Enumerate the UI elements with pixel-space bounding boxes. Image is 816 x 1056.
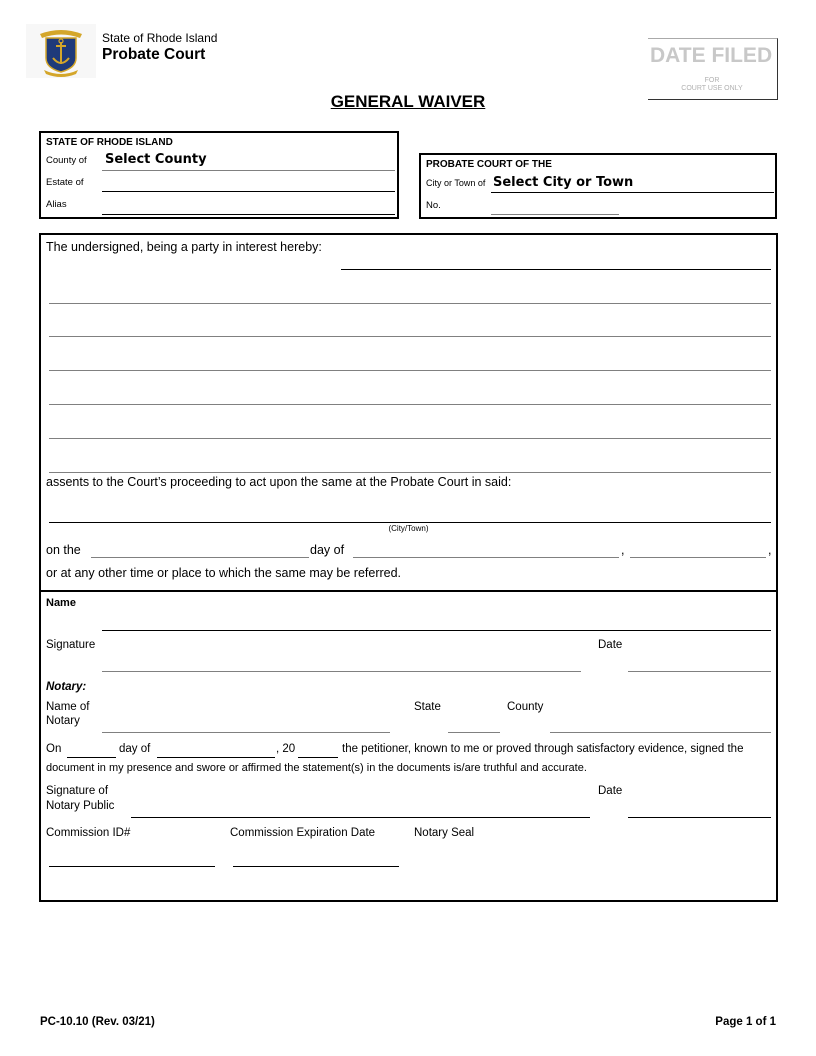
waiver-box (39, 233, 778, 902)
name-label: Name (46, 597, 76, 609)
case-number-input[interactable] (493, 198, 619, 212)
county-underline (102, 170, 395, 171)
comma-2: , (768, 543, 772, 557)
notary-signature-label-2: Notary Public (46, 800, 115, 812)
notary-seal-label: Notary Seal (414, 827, 475, 839)
city-label: City or Town of (426, 178, 486, 188)
assents-text: assents to the Court’s proceeding to act upon the same at the Probate Court in said: (46, 475, 512, 489)
city-town-caption: (City/Town) (388, 524, 429, 533)
estate-label: Estate of (46, 177, 84, 188)
state-name: State of Rhode Island (102, 31, 218, 45)
on-the-label: on the (46, 543, 81, 557)
party-line-6[interactable] (49, 438, 771, 439)
party-line-1[interactable] (341, 269, 771, 270)
no-label: No. (426, 200, 441, 211)
city-underline (491, 192, 774, 193)
alias-underline (102, 214, 395, 215)
day-of-month-line[interactable] (353, 557, 619, 558)
name-line[interactable] (102, 630, 771, 631)
state-box-heading: STATE OF RHODE ISLAND (46, 137, 173, 148)
on-the-day-line[interactable] (91, 557, 309, 558)
notary-day-of-label: day of (119, 743, 151, 755)
city-select[interactable]: Select City or Town (493, 175, 634, 190)
rhode-island-seal-icon (26, 24, 96, 78)
notary-county-label: County (507, 701, 544, 713)
date-filed-box (648, 38, 778, 100)
signature-date-line[interactable] (628, 671, 771, 672)
notary-state-label: State (414, 701, 441, 713)
party-line-4[interactable] (49, 370, 771, 371)
alias-label: Alias (46, 199, 67, 210)
notary-on-label: On (46, 743, 62, 755)
form-number: PC-10.10 (Rev. 03/21) (40, 1016, 155, 1028)
notary-statement-2: document in my presence and swore or affirmed the statement(s) in the documents is/are truthful and accurate. (46, 762, 587, 774)
estate-input[interactable] (103, 175, 393, 189)
date-filed-note-2: COURT USE ONLY (681, 85, 743, 92)
city-town-line[interactable] (49, 522, 771, 523)
notary-year-line[interactable] (298, 757, 338, 758)
notary-date-line[interactable] (628, 817, 771, 818)
year-line[interactable] (630, 557, 766, 558)
notary-name-label-1: Name of (46, 701, 90, 713)
notary-name-label-2: Notary (46, 715, 80, 727)
notary-date-label: Date (598, 785, 623, 797)
date-filed-title: DATE FILED (650, 44, 773, 67)
court-name: Probate Court (102, 46, 206, 63)
no-underline (491, 214, 619, 215)
referred-text: or at any other time or place to which the same may be referred. (46, 566, 402, 580)
notary-county-line[interactable] (550, 732, 771, 733)
signature-label: Signature (46, 639, 96, 651)
notary-day-line[interactable] (67, 757, 116, 758)
state-box (39, 131, 399, 219)
party-line-2[interactable] (49, 303, 771, 304)
waiver-intro: The undersigned, being a party in interest hereby: (46, 240, 322, 254)
notary-statement-1: the petitioner, known to me or proved through satisfactory evidence, signed the (342, 743, 744, 755)
commission-id-line[interactable] (49, 866, 215, 867)
signature-date-label: Date (598, 639, 623, 651)
commission-id-label: Commission ID# (46, 827, 131, 839)
notary-year-prefix: , 20 (276, 743, 296, 755)
notary-signature-line[interactable] (131, 817, 590, 818)
form-title: GENERAL WAIVER (330, 92, 486, 111)
commission-exp-label: Commission Expiration Date (230, 827, 376, 839)
signature-line[interactable] (102, 671, 581, 672)
party-line-7[interactable] (49, 472, 771, 473)
commission-exp-line[interactable] (233, 866, 399, 867)
date-filed-note-1: FOR (704, 77, 720, 84)
court-box (419, 153, 777, 219)
party-line-3[interactable] (49, 336, 771, 337)
notary-state-line[interactable] (448, 732, 500, 733)
alias-input[interactable] (103, 197, 393, 211)
page-number: Page 1 of 1 (715, 1016, 776, 1028)
day-of-label: day of (310, 543, 345, 557)
county-label: County of (46, 155, 87, 166)
notary-name-line[interactable] (102, 732, 390, 733)
estate-underline (102, 191, 395, 192)
comma-1: , (621, 543, 625, 557)
notary-heading: Notary: (46, 681, 87, 693)
notary-month-line[interactable] (157, 757, 275, 758)
notary-signature-label-1: Signature of (46, 785, 109, 797)
section-divider (41, 590, 776, 592)
party-line-5[interactable] (49, 404, 771, 405)
court-box-heading: PROBATE COURT OF THE (426, 159, 552, 170)
county-select[interactable]: Select County (105, 152, 207, 167)
